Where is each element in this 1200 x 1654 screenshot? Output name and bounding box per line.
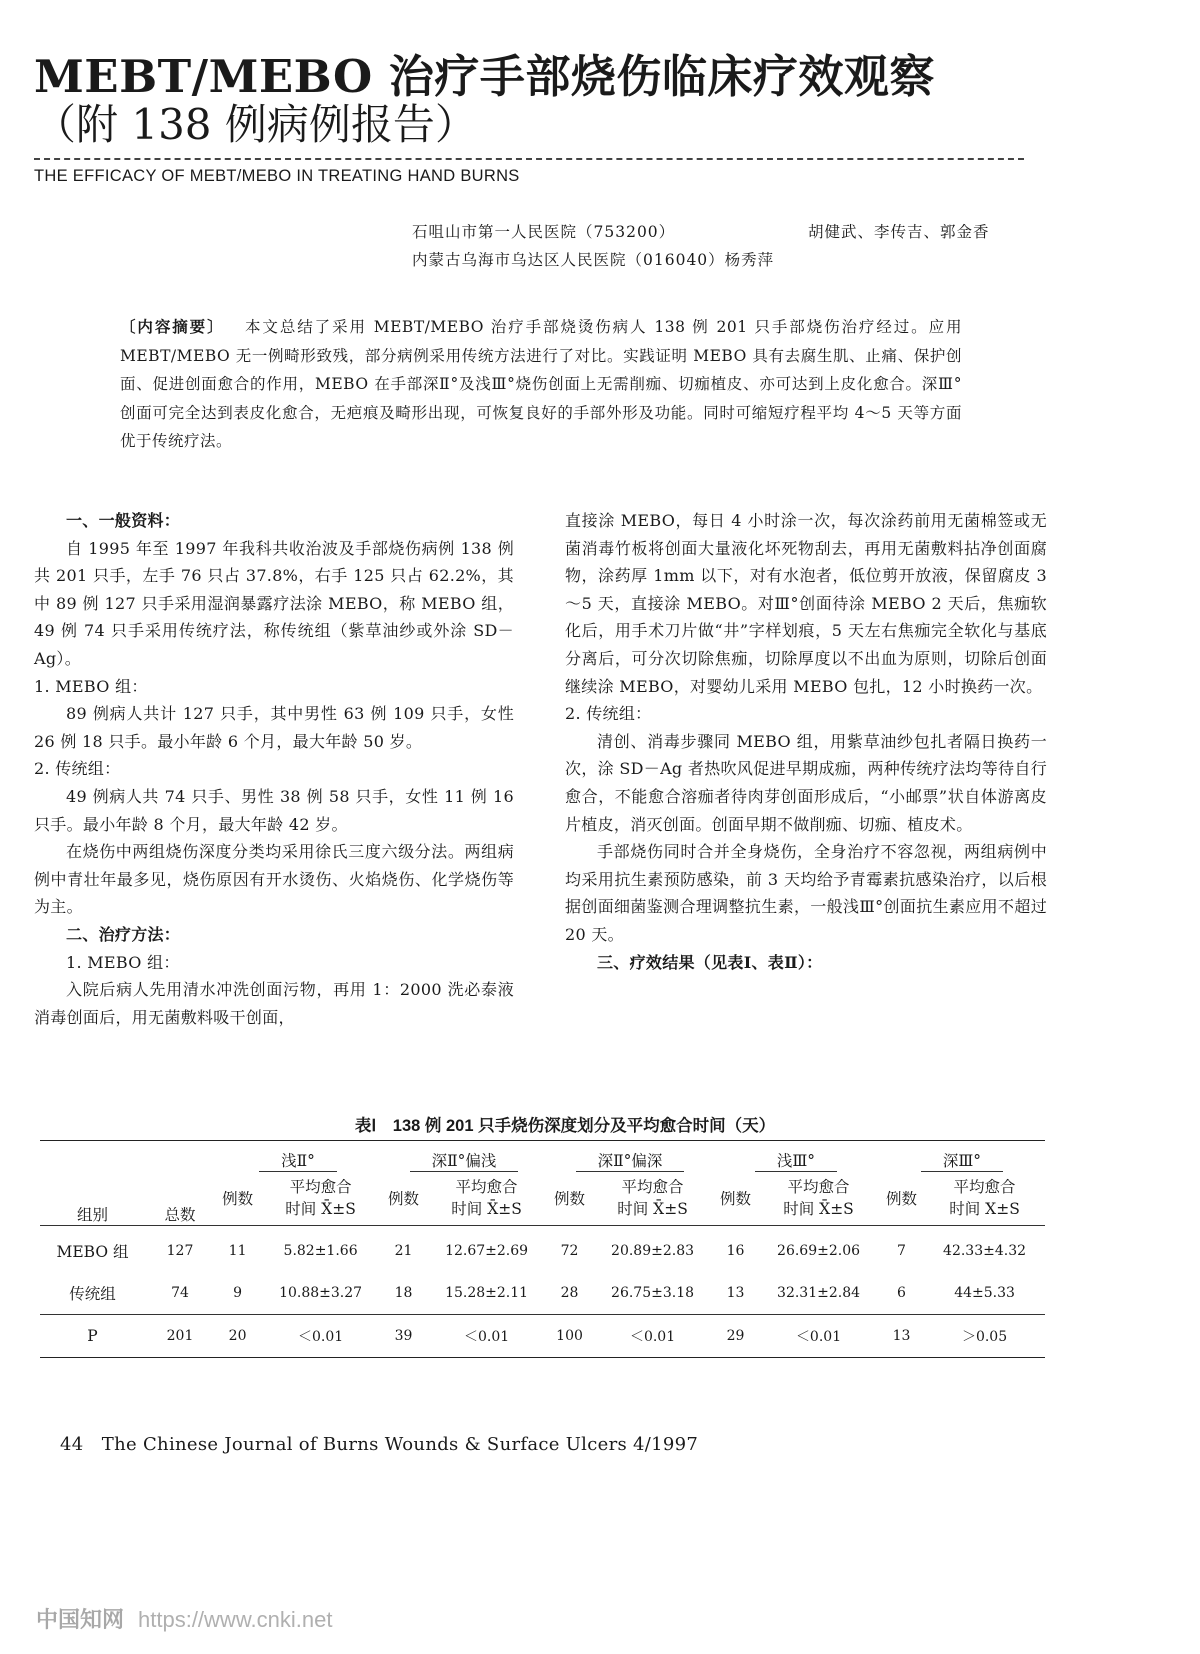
table-cell: 传统组 xyxy=(69,1285,116,1303)
table-cell: 15.28±2.11 xyxy=(445,1285,529,1301)
table-cell: 5.82±1.66 xyxy=(283,1243,358,1259)
table-cell: P xyxy=(40,1315,145,1358)
table-cell: 28 xyxy=(560,1285,579,1301)
paragraph: 自 1995 年至 1997 年我科共收治波及手部烧伤病例 138 例共 201 只手，左手 76 只占 37.8%，右手 125 只占 62.2%，其中 89 例 127 只手采用湿润暴露疗法涂 MEBO，称 MEBO 组，49 例 74 只手采用传统疗法，称传统组（紫草油纱或外涂 SD－Ag）。 xyxy=(34,538,514,668)
affiliation-2: 内蒙古乌海市乌达区人民医院（016040）杨秀萍 xyxy=(412,251,775,269)
table-cell: 44±5.33 xyxy=(954,1285,1015,1301)
table-caption: 表Ⅰ 138 例 201 只手烧伤深度划分及平均愈合时间（天） xyxy=(354,1117,776,1135)
cnki-logo-text: 中国知网 xyxy=(36,1607,125,1632)
article-subtitle: （附 138 例病例报告） xyxy=(34,100,477,149)
table-row xyxy=(40,1226,1045,1273)
table-cell: 16 xyxy=(726,1243,745,1259)
table-cell: 26.75±3.18 xyxy=(611,1285,695,1301)
paragraph: 89 例病人共计 127 只手，其中男性 63 例 109 只手，女性 26 例 18 只手。最小年龄 6 个月，最大年龄 50 岁。 xyxy=(34,704,514,751)
col-header-count: 例数 xyxy=(879,1171,924,1226)
section-heading: 二、治疗方法： xyxy=(66,924,181,944)
abstract-label: 〔内容摘要〕 xyxy=(120,317,225,336)
table-cell: ＜0.01 xyxy=(426,1315,547,1358)
cnki-watermark xyxy=(36,1603,332,1634)
col-header-time: 平均愈合 时间 X̄±S xyxy=(592,1171,713,1226)
body-column-right xyxy=(565,507,1047,976)
table-cell: 13 xyxy=(726,1285,745,1301)
table-cell: 12.67±2.69 xyxy=(445,1243,529,1259)
table-cell: 7 xyxy=(897,1243,906,1259)
table-cell: 11 xyxy=(228,1243,247,1259)
col-header-time: 平均愈合 时间 X̄±S xyxy=(426,1171,547,1226)
col-group-header: 浅Ⅲ° xyxy=(713,1141,879,1172)
section-heading: 一、一般资料： xyxy=(66,511,181,530)
table-cell: 127 xyxy=(166,1243,194,1259)
title-divider xyxy=(34,158,1024,160)
col-header-total: 总数 xyxy=(145,1141,215,1226)
table-cell: ＞0.05 xyxy=(924,1315,1045,1358)
col-group-header: 深Ⅱ°偏深 xyxy=(547,1141,713,1172)
table-row xyxy=(40,1315,1045,1358)
table-row xyxy=(40,1272,1045,1315)
table-cell: 29 xyxy=(713,1315,758,1358)
table-cell: 9 xyxy=(233,1285,243,1301)
col-header-group: 组别 xyxy=(40,1141,145,1226)
table-cell: ＜0.01 xyxy=(260,1315,381,1358)
abstract xyxy=(120,313,962,456)
table-cell: 18 xyxy=(394,1285,413,1301)
article-title: MEBT/MEBO 治疗手部烧伤临床疗效观察 xyxy=(34,50,935,103)
table-cell: 42.33±4.32 xyxy=(943,1243,1027,1259)
paragraph: 入院后病人先用清水冲洗创面污物，再用 1：2000 洗必泰液消毒创面后，用无菌敷料吸干创面， xyxy=(34,980,514,1027)
col-group-header: 深Ⅲ° xyxy=(879,1141,1045,1172)
table-cell: 20.89±2.83 xyxy=(611,1243,695,1259)
table-cell: ＜0.01 xyxy=(592,1315,713,1358)
table-cell: 21 xyxy=(394,1243,413,1259)
table-cell: 39 xyxy=(381,1315,426,1358)
col-group-header: 浅Ⅱ° xyxy=(215,1141,381,1172)
col-header-time: 平均愈合 时间 X̄±S xyxy=(758,1171,879,1226)
authors-1: 胡健武、李传吉、郭金香 xyxy=(808,223,990,241)
results-table xyxy=(40,1140,1045,1358)
col-header-time: 平均愈合 时间 X±S xyxy=(924,1171,1045,1226)
table-cell: 6 xyxy=(897,1285,906,1301)
english-title: THE EFFICACY OF MEBT/MEBO IN TREATING HAND BURNS xyxy=(34,167,520,185)
table-cell: ＜0.01 xyxy=(758,1315,879,1358)
table-cell: 13 xyxy=(879,1315,924,1358)
table-cell: 74 xyxy=(171,1285,189,1301)
table-cell: 10.88±3.27 xyxy=(279,1285,363,1301)
col-header-time: 平均愈合 时间 X̄±S xyxy=(260,1171,381,1226)
col-header-count: 例数 xyxy=(547,1171,592,1226)
table-cell: 20 xyxy=(215,1315,260,1358)
cnki-url: https://www.cnki.net xyxy=(138,1607,333,1632)
body-column-left xyxy=(34,507,514,1031)
col-header-count: 例数 xyxy=(381,1171,426,1226)
subsection-heading: 2. 传统组： xyxy=(34,759,121,779)
table-cell: 32.31±2.84 xyxy=(777,1285,861,1301)
paragraph: 49 例病人共 74 只手、男性 38 例 58 只手，女性 11 例 16 只手。最小年龄 8 个月，最大年龄 42 岁。 xyxy=(34,786,514,834)
paragraph: 直接涂 MEBO，每日 4 小时涂一次，每次涂药前用无菌棉签或无菌消毒竹板将创面大量液化坏死物刮去，再用无菌敷料拈净创面腐物，涂药厚 1mm 以下，对有水泡者，低位剪开放液，保留腐皮 3～5 天，直接涂 MEBO。对Ⅲ°创面待涂 MEBO 2 天后，焦痂软化后，用手术刀片做“井”字样划痕，5 天左右焦痂完全软化与基底分离后，可分次切除焦痂，切除厚度以不出血为原则，切除后创面继续涂 MEBO，对婴幼儿采用 MEBO 包扎，12 小时换药一次。 xyxy=(565,511,1047,696)
table-cell: 201 xyxy=(145,1315,215,1358)
paragraph: 清创、消毒步骤同 MEBO 组，用紫草油纱包扎者隔日换药一次，涂 SD－Ag 者热吹风促进早期成痂，两种传统疗法均等待自行愈合，不能愈合溶痂者待肉芽创面形成后，“小邮票”状自体游离皮片植皮，消灭创面。创面早期不做削痂、切痂、植皮术。 xyxy=(565,731,1047,834)
table-cell: 72 xyxy=(560,1243,579,1259)
abstract-text: 本文总结了采用 MEBT/MEBO 治疗手部烧烫伤病人 138 例 201 只手部烧伤治疗经过。应用 MEBT/MEBO 无一例畸形致残，部分病例采用传统方法进行了对比。实践证明 MEBO 具有去腐生肌、止痛、保护创面、促进创面愈合的作用，MEBO 在手部深Ⅱ°及浅Ⅲ°烧伤创面上无需削痂、切痂植皮、亦可达到上皮化愈合。深Ⅲ°创面可完全达到表皮化愈合，无疤痕及畸形出现，可恢复良好的手部外形及功能。同时可缩短疗程平均 4～5 天等方面优于传统疗法。 xyxy=(120,318,962,450)
subsection-heading: 2. 传统组： xyxy=(565,704,652,724)
affiliation-1: 石咀山市第一人民医院（753200） xyxy=(412,223,676,241)
paragraph: 手部烧伤同时合并全身烧伤，全身治疗不容忽视，两组病例中均采用抗生素预防感染，前 3 天均给予青霉素抗感染治疗，以后根据创面细菌鉴测合理调整抗生素，一般浅Ⅲ°创面抗生素应用不超过 20 天。 xyxy=(565,842,1047,944)
section-heading: 三、疗效结果（见表Ⅰ、表Ⅱ）： xyxy=(597,952,823,972)
subsection-heading: 1. MEBO 组： xyxy=(66,952,180,972)
table-cell: 26.69±2.06 xyxy=(777,1243,861,1259)
col-group-header: 深Ⅱ°偏浅 xyxy=(381,1141,547,1172)
col-header-count: 例数 xyxy=(713,1171,758,1226)
paragraph: 在烧伤中两组烧伤深度分类均采用徐氏三度六级分法。两组病例中青壮年最多见，烧伤原因有开水烫伤、火焰烧伤、化学烧伤等为主。 xyxy=(34,842,514,917)
col-header-count: 例数 xyxy=(215,1171,260,1226)
table-cell: 100 xyxy=(547,1315,592,1358)
table-cell: MEBO 组 xyxy=(56,1243,129,1261)
subsection-heading: 1. MEBO 组： xyxy=(34,676,148,696)
page-footer: 44 The Chinese Journal of Burns Wounds & Surface Ulcers 4/1997 xyxy=(60,1434,699,1455)
